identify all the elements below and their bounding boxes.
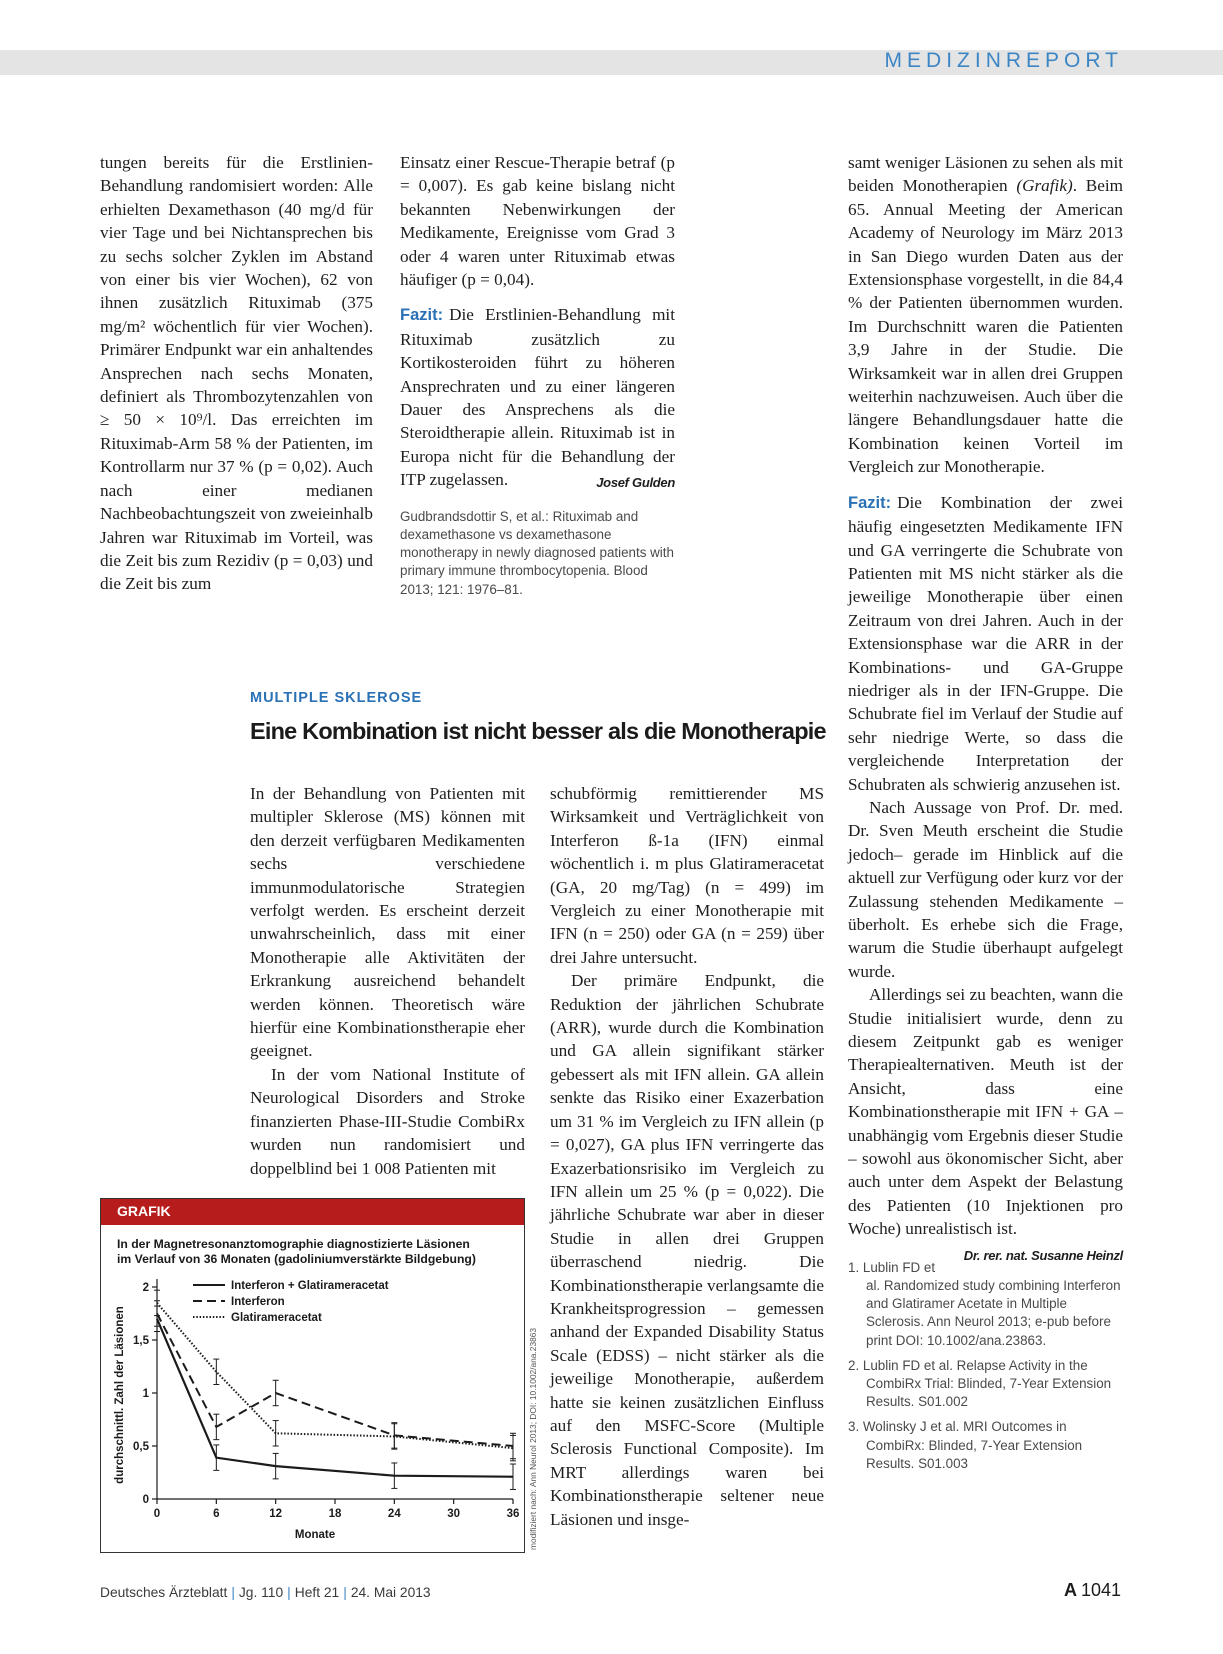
x-tick-label: 24 <box>387 1508 401 1520</box>
series-line <box>157 1314 513 1447</box>
page-number: A 1041 <box>1063 1580 1121 1600</box>
paragraph: Allerdings sei zu beachten, wann die Studie initialisiert wurde, denn zu diesem Zeitpunkt gab es weniger Therapiealternativen. Meuth ist der Ansicht, dass eine Kombinationstherapie mit IFN + GA – unabhängig vom Ergebnis dieser Studie – sowohl aus ökonomischer Sicht, aber auch unter dem Aspekt der Belastung des Patienten (10 Injektionen pro Woche) unrealistisch ist. Dr. rer. nat. Susanne Heinzl <box>848 983 1123 1240</box>
reference-item: 3. Wolinsky J et al. MRI Outcomes in CombiRx: Blinded, 7-Year Extension Results. S01.003 <box>848 1419 1083 1471</box>
source-note: modifiziert nach: Ann Neurol 2013; DOI: 10.1002/ana.23863 <box>528 1327 538 1550</box>
x-axis-label: Monate <box>294 1529 336 1541</box>
lesion-chart <box>101 1261 524 1551</box>
reference: Gudbrandsdottir S, et al.: Rituximab and dexamethasone vs dexamethasone monotherapy in newly diagnosed patients with primary immune thrombocytopenia. Blood 2013; 121: 1976–81. <box>400 508 674 597</box>
article-kicker: MULTIPLE SKLEROSE <box>250 690 423 706</box>
author: Josef Gulden <box>596 475 675 491</box>
fazit-text: Die Erstlinien-Behandlung mit Rituximab zusätzlich zu Kortikosteroiden führt zu höheren Ansprechraten und zu einer längeren Dauer des Ansprechens als die Steroidtherapie allein. Rituximab ist in Europa nicht für die Behandlung der ITP zugelassen. <box>400 305 675 490</box>
volume: Jg. 110 <box>238 1585 284 1600</box>
issue: Heft 21 <box>294 1585 340 1600</box>
fazit-label: Fazit: <box>848 493 892 512</box>
reference-list <box>848 1259 1123 1473</box>
fazit-text: Die Kombination der zwei häufig eingesetzten Medikamente IFN und GA verringerte die Schubrate von Patienten mit MS nicht stärker als die jeweilige Monotherapie über einen Zeitraum von drei Jahren. Auch in der Extensionsphase war die ARR in der Kombinations- und GA-Gruppe niedriger als in der IFN-Gruppe. Die Schubrate fiel im Verlauf der Studie auf sehr niedrige Werte, so dass die vergleichende Interpretation der Schubraten als schwierig anzusehen ist. <box>848 492 1123 794</box>
article-column-c <box>848 151 1123 1480</box>
y-tick-label: 1,5 <box>133 1335 149 1347</box>
paragraph: Nach Aussage von Prof. Dr. med. Dr. Sven Meuth erscheint die Studie jedoch– gerade im Hinblick auf die aktuell zur Verfügung oder kurz vor der Zulassung stehenden Medikamente – überholt. Es erhebe sich die Frage, warum die Studie überhaupt aufgelegt wurde. <box>848 797 1123 981</box>
y-tick-label: 1 <box>142 1388 149 1400</box>
footer: Deutsches Ärzteblatt | Jg. 110 | Heft 21 | 24. Mai 2013 <box>100 1585 431 1600</box>
column-2-top <box>400 151 675 599</box>
paragraph: In der vom National Institute of Neurological Disorders and Stroke finanzierten Phase-III-Studie CombiRx wurden nun randomisiert und doppelblind bei 1 008 Patienten mit <box>250 1064 525 1178</box>
paragraph: schubförmig remittierender MS Wirksamkeit und Verträglichkeit von Interferon ß-1a (IFN) einmal wöchentlich i. m plus Glatirameracetat (GA, 20 mg/Tag) (n = 499) im Vergleich zu einer Monotherapie mit IFN (n = 250) oder GA (n = 259) über drei Jahre untersucht. <box>550 784 824 967</box>
article-column-a <box>250 782 525 1180</box>
x-tick-label: 6 <box>213 1508 220 1520</box>
paragraph: Der primäre Endpunkt, die Reduktion der jährlichen Schubrate (ARR), wurde durch die Kombination und GA allein signifikant stärker gebessert als mit IFN allein. GA allein senkte das Risiko einer Exazerbation um 31 % im Vergleich zu IFN allein (p = 0,027), GA plus IFN verringerte das Exazerbationsrisiko im Vergleich zu IFN allein um 25 % (p = 0,022). Die jährliche Schubrate war aber in dieser Studie in allen drei Gruppen überraschend niedrig. Die Kombinationstherapie verlangsamte die Krankheitsprogression – gemessen anhand der Expanded Disability Status Scale (EDSS) – nicht stärker als die jeweilige Monotherapie, außerdem hatte sie keinen zusätzlichen Einfluss auf den MSFC-Score (Multiple Sclerosis Functional Composite). Im MRT allerdings waren bei Kombinationstherapie seltener neue Läsionen und insge- <box>550 971 824 1529</box>
reference-item: 1. Lublin FD et al. Randomized study combining Interferon and Glatiramer Acetate in Multiple Sclerosis. Ann Neurol 2013; e-pub before print DOI: 10.1002/ana.23863. <box>848 1259 1121 1348</box>
legend-label: Glatirameracetat <box>231 1312 322 1324</box>
fazit-paragraph <box>400 303 675 491</box>
grafik-title: In der Magnetresonanztomographie diagnostizierte Läsionen im Verlauf von 36 Monaten (gadoliniumverstärkte Bildgebung) <box>117 1237 476 1266</box>
column-1-top <box>100 151 373 596</box>
grafik-label: GRAFIK <box>101 1199 524 1225</box>
legend-label: Interferon <box>231 1296 285 1308</box>
legend-label: Interferon + Glatirameracetat <box>231 1280 389 1292</box>
reference-item: 2. Lublin FD et al. Relapse Activity in the CombiRx Trial: Blinded, 7-Year Extension Results. S01.002 <box>848 1357 1112 1410</box>
article-headline: Eine Kombination ist nicht besser als die Monotherapie <box>250 718 826 744</box>
paragraph: In der Behandlung von Patienten mit multipler Sklerose (MS) können mit den derzeit verfügbaren Medikamenten sechs verschiedene immunmodulatorische Strategien verfolgt werden. Es erscheint derzeit unwahrscheinlich, dass mit einer Monotherapie alle Aktivitäten der Erkrankung ausreichend behandelt werden können. Theoretisch wäre hierfür eine Kombinationstherapie eher geeignet. <box>250 784 525 1061</box>
y-tick-label: 0,5 <box>133 1441 149 1453</box>
x-tick-label: 18 <box>328 1508 342 1520</box>
fazit-label: Fazit: <box>400 306 444 325</box>
x-tick-label: 12 <box>269 1508 283 1520</box>
grafik-ref: (Grafik) <box>1016 176 1073 196</box>
paragraph: Einsatz einer Rescue-Therapie betraf (p = 0,007). Es gab keine bislang nicht bekannten Nebenwirkungen der Medikamente, Ereignisse vom Grad 3 oder 4 waren unter Rituximab etwas häufiger (p = 0,04). <box>400 153 675 290</box>
issue-date: 24. Mai 2013 <box>350 1585 431 1600</box>
x-tick-label: 30 <box>447 1508 461 1520</box>
x-tick-label: 36 <box>506 1508 520 1520</box>
y-tick-label: 2 <box>142 1282 149 1294</box>
grafik-box <box>100 1198 525 1553</box>
author: Dr. rer. nat. Susanne Heinzl <box>963 1247 1123 1263</box>
article-column-b <box>550 782 824 1531</box>
paragraph: tungen bereits für die Erstlinien-Behandlung randomisiert worden: Alle erhielten Dexamethason (40 mg/d für vier Tage und bei Nichtansprechen bis zu sechs solcher Zyklen im Abstand von einer bis vier Wochen), 62 von ihnen zusätzlich Rituximab (375 mg/m² wöchentlich für vier Wochen). Primärer Endpunkt war ein anhaltendes Ansprechen nach sechs Monaten, definiert als Thrombozytenzahlen von ≥ 50 × 10⁹/l. Das erreichten im Rituximab-Arm 58 % der Patienten, im Kontrollarm nur 37 % (p = 0,02). Auch nach einer medianen Nachbeobachtungszeit von zweieinhalb Jahren war Rituximab im Vorteil, was die Zeit bis zum Rezidiv (p = 0,03) und die Zeit bis zum <box>100 153 373 594</box>
y-tick-label: 0 <box>142 1494 149 1506</box>
x-tick-label: 0 <box>153 1508 161 1520</box>
fazit-paragraph <box>848 491 1123 796</box>
series-line <box>157 1303 513 1448</box>
journal-name: Deutsches Ärzteblatt <box>100 1585 228 1600</box>
y-axis-label: durchschnittl. Zahl der Läsionen <box>114 1306 126 1484</box>
section-label: MEDIZINREPORT <box>884 49 1123 72</box>
series-line <box>157 1319 513 1477</box>
paragraph: samt weniger Läsionen zu sehen als mit beiden Monotherapien (Grafik). Beim 65. Annual Meeting der American Academy of Neurology im März 2013 in San Diego wurden Daten aus der Extensionsphase vorgestellt, in die 84,4 % der Patienten übernommen wurden. Im Durchschnitt waren die Patienten 3,9 Jahre in der Studie. Die Wirksamkeit war in allen drei Gruppen weiterhin nachzuweisen. Auch über die längere Behandlungsdauer hatte die Kombination keinen Vorteil im Vergleich zur Monotherapie. <box>848 153 1123 477</box>
